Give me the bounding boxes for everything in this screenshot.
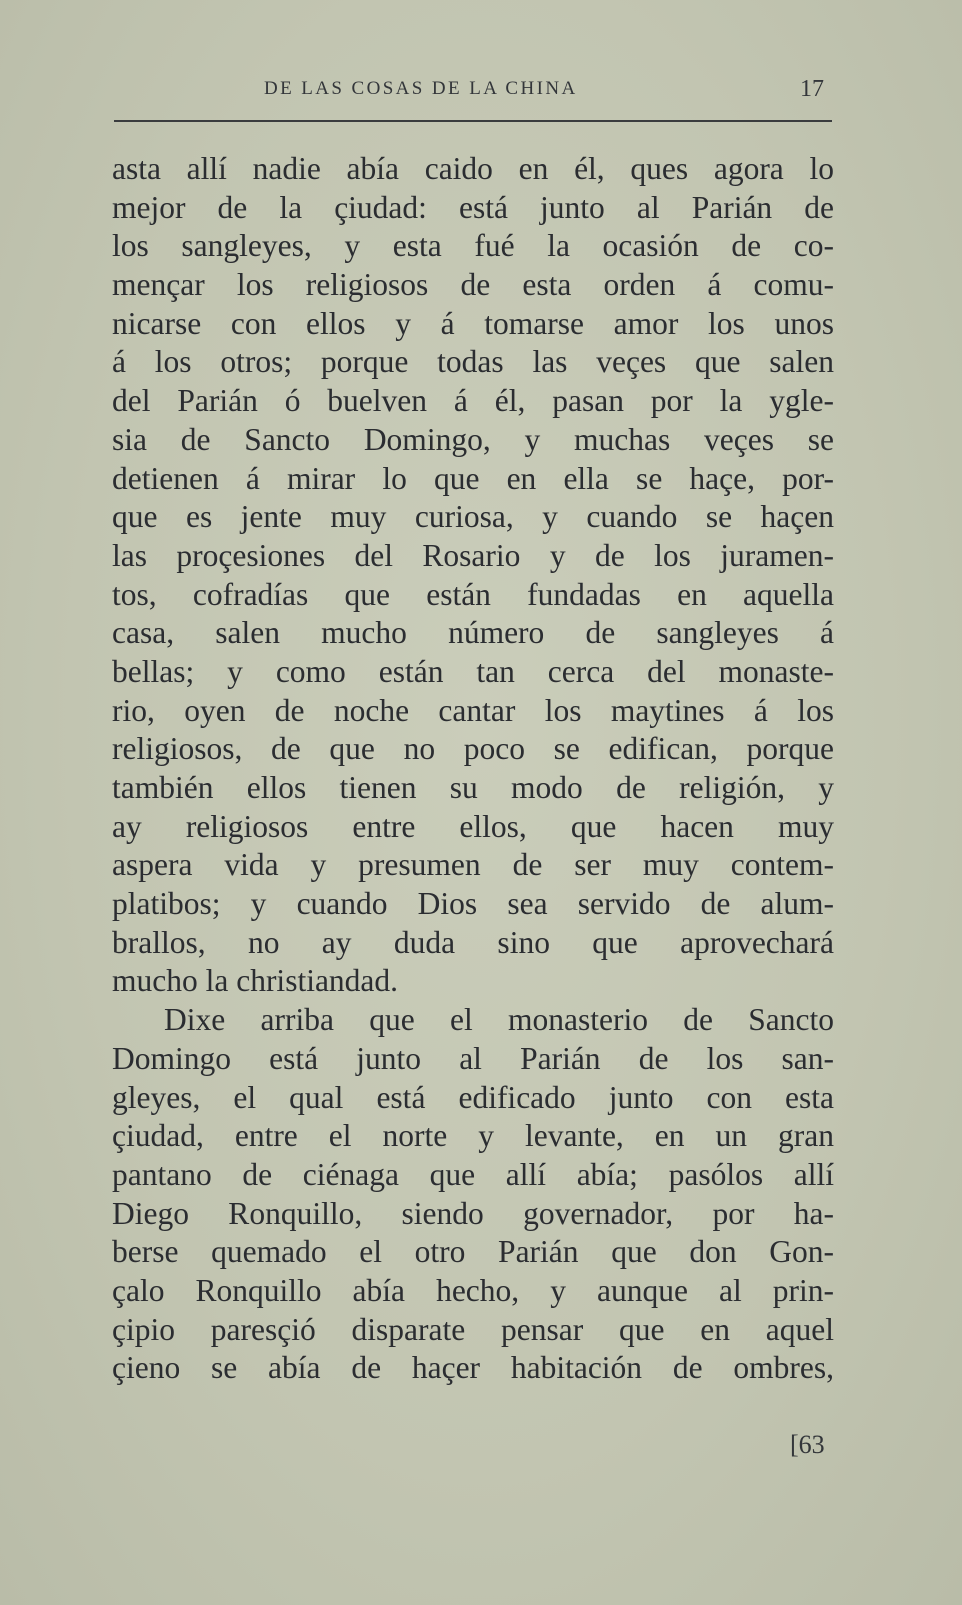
- text-line: çiudad, entre el norte y levante, en un gran: [112, 1118, 834, 1154]
- text-line: aspera vida y presumen de ser muy contem-: [112, 847, 834, 883]
- text-line: religiosos, de que no poco se edifican, porque: [112, 731, 834, 767]
- text-line: del Parián ó buelven á él, pasan por la ygle-: [112, 383, 834, 419]
- text-line: ay religiosos entre ellos, que hacen muy: [112, 808, 834, 844]
- text-line: asta allí nadie abía caido en él, ques agora lo: [112, 151, 834, 186]
- text-line: detienen á mirar lo que en ella se haçe, por-: [112, 460, 834, 496]
- text-line: los sangleyes, y esta fué la ocasión de co-: [112, 228, 834, 264]
- text-line: sia de Sancto Domingo, y muchas veçes se: [112, 421, 834, 457]
- text-line: también ellos tienen su modo de religión, y: [112, 770, 834, 805]
- page-number: 17: [800, 76, 824, 102]
- text-line: las proçesiones del Rosario y de los juramen-: [112, 537, 834, 573]
- text-line: Dixe arriba que el monasterio de Sancto: [164, 1002, 834, 1038]
- text-line: casa, salen mucho número de sangleyes á: [112, 615, 834, 651]
- running-title: DE LAS COSAS DE LA CHINA: [264, 78, 578, 99]
- text-line: Diego Ronquillo, siendo governador, por ha-: [112, 1195, 834, 1231]
- text-line: çipio paresçió disparate pensar que en aquel: [112, 1311, 834, 1347]
- text-line: que es jente muy curiosa, y cuando se haçen: [112, 499, 834, 535]
- running-head: [114, 74, 832, 114]
- text-line: Domingo está junto al Parián de los san-: [112, 1040, 834, 1076]
- text-line: brallos, no ay duda sino que aprovechará: [112, 924, 834, 960]
- text-line: mençar los religiosos de esta orden á comu-: [112, 267, 834, 303]
- text-line: çieno se abía de haçer habitación de ombres,: [112, 1350, 834, 1386]
- text-line: nicarse con ellos y á tomarse amor los unos: [112, 305, 834, 341]
- text-line: mucho la christiandad.: [112, 963, 399, 999]
- signature-mark: [63: [790, 1430, 825, 1459]
- text-line: pantano de ciénaga que allí abía; pasólos allí: [112, 1156, 834, 1192]
- text-line: tos, cofradías que están fundadas en aquella: [112, 576, 834, 612]
- text-line: mejor de la çiudad: está junto al Parián de: [112, 189, 834, 225]
- text-line: á los otros; porque todas las veçes que salen: [112, 344, 834, 380]
- text-line: rio, oyen de noche cantar los maytines á los: [112, 692, 834, 728]
- header-rule: [114, 120, 832, 122]
- body-text: [112, 150, 834, 1388]
- text-line: berse quemado el otro Parián que don Gon-: [112, 1234, 834, 1270]
- text-line: platibos; y cuando Dios sea servido de alum-: [112, 886, 834, 922]
- text-line: bellas; y como están tan cerca del monaste-: [112, 653, 834, 689]
- text-line: gleyes, el qual está edificado junto con esta: [112, 1079, 834, 1115]
- text-line: çalo Ronquillo abía hecho, y aunque al prin-: [112, 1272, 834, 1308]
